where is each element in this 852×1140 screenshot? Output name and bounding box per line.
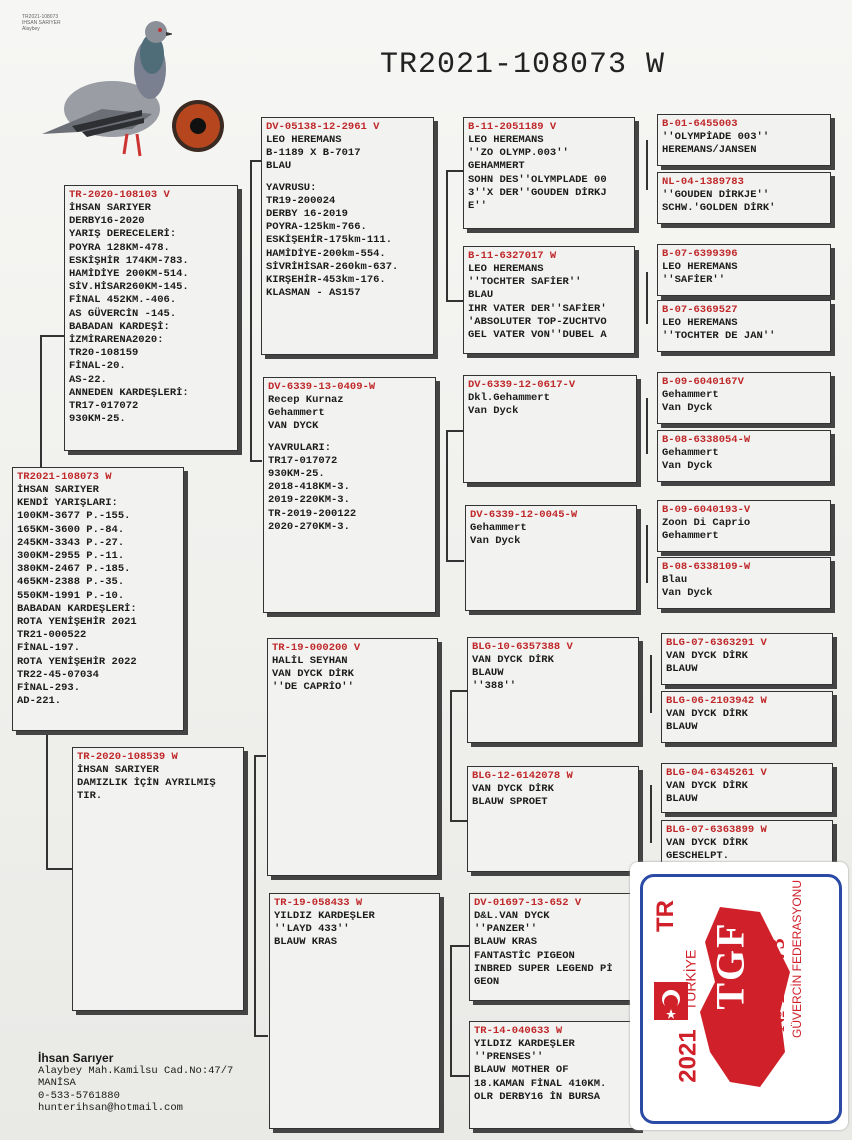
box-line: VAN DYCK DİRK <box>666 650 748 662</box>
page-title: TR2021-108073 W <box>380 48 666 82</box>
breeder-name: İhsan Sarıyer <box>38 1051 114 1065</box>
box-line: BABADAN KARDEŞLERİ: <box>17 602 137 615</box>
ring-number: B-01-6455003 <box>662 118 738 130</box>
connector-line <box>646 272 648 324</box>
box-line: ANNEDEN KARDEŞLERİ: <box>69 386 189 399</box>
connector-line <box>450 945 452 1075</box>
box-line: ''GOUDEN DİRKJE'' <box>662 189 770 201</box>
box-line: Van Dyck <box>662 460 713 473</box>
box-line: HALİL SEYHAN <box>272 655 348 667</box>
box-line: 2018-418KM-3. <box>268 481 350 494</box>
box-line: LEO HEREMANS <box>468 263 544 275</box>
ring-number: BLG-07-6363291 V <box>666 637 767 649</box>
box-line: GEON <box>474 976 500 989</box>
box-line: ''ZO OLYMP.003'' <box>468 147 569 160</box>
box-line: 3''X DER''GOUDEN DİRKJ <box>468 186 607 199</box>
connector-line <box>450 690 452 820</box>
box-line: VAN DYCK DİRK <box>472 654 554 666</box>
box-line: 165KM-3600 P.-84. <box>17 523 125 536</box>
breeder-city: MANİSA <box>38 1077 76 1090</box>
box-line: POYRA-125km-766. <box>266 221 367 234</box>
box-line: ''PANZER'' <box>474 923 538 936</box>
pedigree-box-sire-sire <box>261 117 434 355</box>
box-line: Gehammert <box>662 447 719 459</box>
stamp-number: № 108073 <box>763 938 789 1032</box>
box-line: OLR DERBY16 İN BURSA <box>474 1090 601 1103</box>
box-line: BLAUW MOTHER OF <box>474 1064 569 1077</box>
pedigree-box-g4 <box>657 244 831 296</box>
box-line: TR22-45-07034 <box>17 668 99 681</box>
box-line: LEO HEREMANS <box>662 317 738 329</box>
box-line: TR17-017072 <box>268 454 338 467</box>
box-line: BLAUW KRAS <box>474 936 538 949</box>
pigeon-photo-icon <box>32 14 172 164</box>
pedigree-box-g4 <box>657 500 831 552</box>
connector-line <box>450 1075 470 1077</box>
connector-line <box>446 560 464 562</box>
box-line: SİVRİHİSAR-260km-637. <box>266 260 399 273</box>
box-line: GEL VATER VON''DUBEL A <box>468 329 607 342</box>
stamp-federation: GÜVERCİN FEDERASYONU <box>790 879 805 1039</box>
box-line: 18.KAMAN FİNAL 410KM. <box>474 1077 607 1090</box>
ring-number: TR-2020-108539 W <box>77 751 178 763</box>
connector-line <box>250 160 252 460</box>
box-line: 300KM-2955 P.-11. <box>17 550 125 563</box>
connector-line <box>646 140 648 190</box>
connector-line <box>646 398 648 454</box>
box-line: ROTA YENİŞEHİR 2022 <box>17 655 137 668</box>
stamp-abbr: TGF <box>707 921 753 1010</box>
pedigree-box-g4 <box>657 300 831 352</box>
pedigree-box-ddd <box>469 1021 639 1129</box>
connector-line <box>650 785 652 843</box>
connector-line <box>254 755 266 757</box>
box-line: Gehammert <box>470 522 527 534</box>
ring-number: BLG-06-2103942 W <box>666 695 767 707</box>
box-line: DAMIZLIK İÇİN AYRILMIŞ <box>77 777 216 790</box>
box-line: GEHAMMERT <box>468 160 525 173</box>
box-line: VAN DYCK DİRK <box>666 780 748 792</box>
box-line: VAN DYCK DİRK <box>666 837 748 849</box>
box-line: AS-22. <box>69 373 107 386</box>
box-line: BLAU <box>266 160 292 173</box>
pedigree-box-dsd <box>467 766 639 872</box>
box-line: Dkl.Gehammert <box>468 392 550 404</box>
box-line: YILDIZ KARDEŞLER <box>474 1038 575 1050</box>
box-line: FİNAL-20. <box>69 360 126 373</box>
box-line: 'ABSOLUTER TOP-ZUCHTVO <box>468 315 607 328</box>
box-line: TIR. <box>77 790 103 803</box>
pedigree-box-g4 <box>657 430 831 482</box>
box-line: BABADAN KARDEŞİ: <box>69 320 170 333</box>
box-line: TR19-200024 <box>266 194 336 207</box>
ring-number: BLG-07-6363899 W <box>666 824 767 836</box>
box-line: ''388'' <box>472 680 517 693</box>
box-line: VAN DYCK <box>268 420 319 433</box>
box-line: HAMİDİYE-200km-554. <box>266 247 386 260</box>
breeder-email[interactable]: hunterihsan@hotmail.com <box>38 1102 183 1115</box>
box-line: BLAUW SPROET <box>472 796 548 809</box>
box-line: LEO HEREMANS <box>662 261 738 273</box>
box-line: FİNAL-197. <box>17 642 81 655</box>
breeder-address: Alaybey Mah.Kamilsu Cad.No:47/7 <box>38 1064 234 1077</box>
box-line: FANTASTİC PIGEON <box>474 949 575 962</box>
ring-number: TR-19-000200 V <box>272 642 361 654</box>
box-line: FİNAL-293. <box>17 682 81 695</box>
connector-line <box>446 170 448 300</box>
box-line: 245KM-3343 P.-27. <box>17 536 125 549</box>
ring-number: DV-6339-12-0617-V <box>468 379 576 391</box>
connector-line <box>254 755 256 1035</box>
box-line: ''LAYD 433'' <box>274 923 350 936</box>
box-line: LEO HEREMANS <box>468 134 544 146</box>
pedigree-box-sds <box>463 375 637 483</box>
breeder-phone: 0-533-5761880 <box>38 1089 120 1102</box>
box-line: YAVRULARI: <box>268 441 332 454</box>
ring-number: TR2021-108073 W <box>17 471 112 483</box>
pedigree-box-dam <box>72 747 244 1011</box>
box-line: KLASMAN - AS157 <box>266 287 361 300</box>
pedigree-box-g4 <box>661 633 833 685</box>
box-line: VAN DYCK DİRK <box>272 668 354 681</box>
connector-line <box>250 460 262 462</box>
box-line: İHSAN SARIYER <box>77 764 159 776</box>
box-line: İHSAN SARIYER <box>69 202 151 214</box>
box-line: ''TOCHTER DE JAN'' <box>662 330 776 343</box>
ring-number: NL-04-1389783 <box>662 176 744 188</box>
ring-number: DV-6339-12-0045-W <box>470 509 578 521</box>
box-line: 2020-270KM-3. <box>268 520 350 533</box>
box-line: DERBY 16-2019 <box>266 208 348 221</box>
breeder-contact <box>38 1052 233 1115</box>
box-line: ''SAFİER'' <box>662 274 726 287</box>
box-line: ''TOCHTER SAFİER'' <box>468 276 582 289</box>
connector-line <box>254 1035 268 1037</box>
box-line: ''DE CAPRİO'' <box>272 681 354 694</box>
pedigree-box-g4 <box>661 691 833 743</box>
connector-line <box>446 430 448 560</box>
connector-line <box>46 730 48 868</box>
box-line: ESKİŞHİR 174KM-783. <box>69 254 189 267</box>
box-line: İZMİRARENA2020: <box>69 334 164 347</box>
ring-number: DV-05138-12-2961 V <box>266 121 380 133</box>
box-line: POYRA 128KM-478. <box>69 241 170 254</box>
box-line: BLAUW KRAS <box>274 936 338 949</box>
connector-line <box>46 868 74 870</box>
ring-number: TR-19-058433 W <box>274 897 363 909</box>
box-line: 2019-220KM-3. <box>268 494 350 507</box>
box-line: YILDIZ KARDEŞLER <box>274 910 375 922</box>
box-line: D&L.VAN DYCK <box>474 910 550 922</box>
pedigree-box-subject <box>12 467 184 731</box>
box-line: BLAU <box>468 289 494 302</box>
box-line: AS GÜVERCİN -145. <box>69 307 177 320</box>
ring-number: B-09-6040167V <box>662 376 744 388</box>
connector-line <box>650 655 652 713</box>
box-line: SCHW.'GOLDEN DİRK' <box>662 202 776 215</box>
ring-number: DV-6339-13-0409-W <box>268 381 376 393</box>
box-line: KIRŞEHİR-453km-176. <box>266 274 386 287</box>
box-line: ROTA YENİŞEHİR 2021 <box>17 616 137 629</box>
box-line: BLAUW <box>472 667 504 680</box>
box-line: YAVRUSU: <box>266 181 317 194</box>
eye-photo-icon <box>170 98 226 154</box>
pedigree-box-dam-dam <box>269 893 440 1129</box>
pedigree-box-g4 <box>657 114 831 166</box>
box-line: YARIŞ DERECELERİ: <box>69 228 177 241</box>
box-line: TR-2019-200122 <box>268 507 357 520</box>
box-line: Blau <box>662 574 688 586</box>
box-line: IHR VATER DER''SAFİER' <box>468 302 607 315</box>
pedigree-box-sdd <box>465 505 637 611</box>
pedigree-box-g4 <box>657 172 831 224</box>
connector-line <box>446 300 464 302</box>
box-line: E'' <box>468 200 487 213</box>
ring-number: B-09-6040193-V <box>662 504 751 516</box>
box-line: VAN DYCK DİRK <box>472 783 554 795</box>
ring-number: DV-01697-13-652 V <box>474 897 582 909</box>
ring-number: B-07-6369527 <box>662 304 738 316</box>
box-line: BLAUW <box>666 793 698 806</box>
box-line: VAN DYCK DİRK <box>666 708 748 720</box>
ring-number: B-08-6338054-W <box>662 434 751 446</box>
box-line: LEO HEREMANS <box>266 134 342 146</box>
connector-line <box>446 430 464 432</box>
pedigree-box-dss <box>467 637 639 743</box>
box-line: İHSAN SARIYER <box>17 484 99 496</box>
box-line: TR21-000522 <box>17 629 87 642</box>
connector-line <box>646 525 648 583</box>
box-line: Zoon Di Caprio <box>662 517 751 529</box>
logo-line: TR2021-108073 <box>22 14 59 20</box>
box-line: 930KM-25. <box>268 468 325 481</box>
box-line: Gehammert <box>662 389 719 401</box>
box-line: DERBY16-2020 <box>69 215 145 228</box>
box-line: Recep Kurnaz <box>268 394 344 406</box>
box-line: ''PRENSES'' <box>474 1051 544 1064</box>
box-line: ''OLYMPİADE 003'' <box>662 131 770 143</box>
ring-number: BLG-10-6357388 V <box>472 641 573 653</box>
logo-line: IHSAN SARIYER <box>22 20 61 26</box>
connector-line <box>40 335 66 337</box>
tgf-ring-card <box>630 862 848 1130</box>
ring-number: B-11-6327017 W <box>468 250 557 262</box>
logo-line: Alaybey <box>22 26 40 32</box>
box-line: GESCHELPT. <box>666 850 730 863</box>
ring-number: BLG-04-6345261 V <box>666 767 767 779</box>
pedigree-box-dam-sire <box>267 638 438 876</box>
box-line: INBRED SUPER LEGEND Pİ <box>474 962 613 975</box>
stamp-year: 2021 <box>674 1029 702 1083</box>
box-line: BLAUW <box>666 721 698 734</box>
connector-line <box>450 690 468 692</box>
box-line: Van Dyck <box>468 405 519 418</box>
pedigree-box-ssd <box>463 246 635 354</box>
box-line: 550KM-1991 P.-10. <box>17 589 125 602</box>
box-line: AD-221. <box>17 695 62 708</box>
ring-number: B-07-6399396 <box>662 248 738 260</box>
box-line: ESKİŞEHİR-175km-111. <box>266 234 393 247</box>
box-line: KENDİ YARIŞLARI: <box>17 497 118 510</box>
ring-number: BLG-12-6142078 W <box>472 770 573 782</box>
pedigree-box-sire <box>64 185 238 451</box>
box-line: 465KM-2388 P.-35. <box>17 576 125 589</box>
box-line: HAMİDİYE 200KM-514. <box>69 268 189 281</box>
box-line: SOHN DES''OLYMPLADE 00 <box>468 173 607 186</box>
box-line: 100KM-3677 P.-155. <box>17 510 131 523</box>
ring-number: B-08-6338109-W <box>662 561 751 573</box>
connector-line <box>450 820 468 822</box>
stamp-country-code: TR <box>652 900 679 932</box>
box-line: 380KM-2467 P.-185. <box>17 563 131 576</box>
connector-line <box>40 335 42 470</box>
box-line: SİV.HİSAR260KM-145. <box>69 281 189 294</box>
box-line: Gehammert <box>268 407 325 420</box>
ring-number: TR-2020-108103 V <box>69 189 170 201</box>
box-line: HEREMANS/JANSEN <box>662 144 757 157</box>
ring-number: TR-14-040633 W <box>474 1025 563 1037</box>
pedigree-box-g4 <box>657 557 831 609</box>
pedigree-box-sire-dam <box>263 377 436 613</box>
connector-line <box>450 945 470 947</box>
box-line: Van Dyck <box>662 587 713 600</box>
connector-line <box>446 170 464 172</box>
box-line: TR17-017072 <box>69 400 139 413</box>
pedigree-box-dds <box>469 893 639 1001</box>
box-line: 930KM-25. <box>69 413 126 426</box>
box-line: Gehammert <box>662 530 719 543</box>
box-line: Van Dyck <box>470 535 521 548</box>
box-line: Van Dyck <box>662 402 713 415</box>
box-line: TR20-108159 <box>69 347 139 360</box>
ring-number: B-11-2051189 V <box>468 121 557 133</box>
box-line: B-1189 X B-7017 <box>266 147 361 160</box>
pedigree-box-g4 <box>657 372 831 424</box>
box-line: FİNAL 452KM.-406. <box>69 294 177 307</box>
pedigree-box-sss <box>463 117 635 229</box>
pedigree-box-g4 <box>661 763 833 813</box>
box-line: BLAUW <box>666 663 698 676</box>
stamp-country-name: TÜRKİYE <box>682 949 699 1011</box>
